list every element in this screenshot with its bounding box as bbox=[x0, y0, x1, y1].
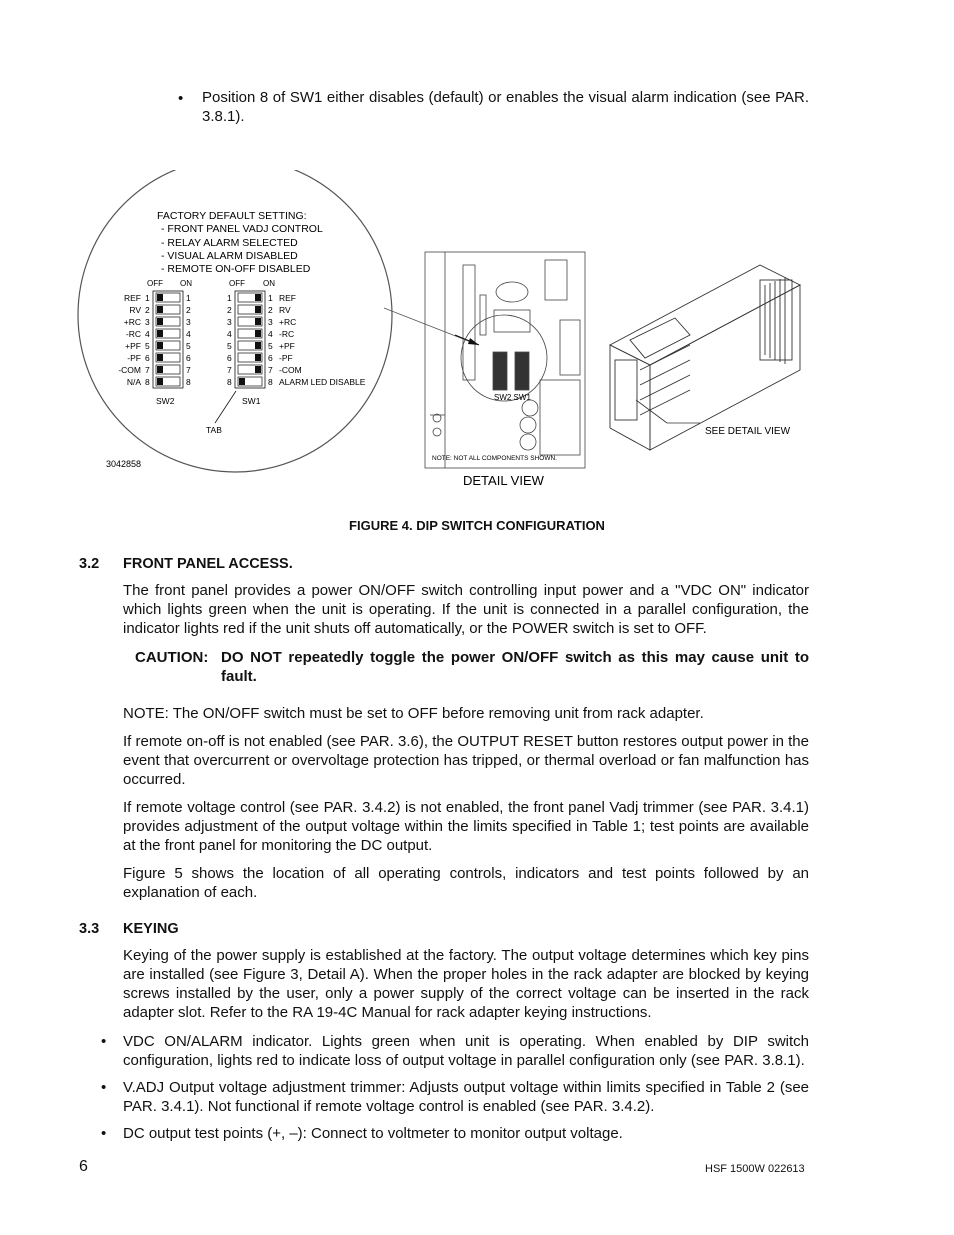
sw1-on-label: ON bbox=[263, 279, 275, 288]
sw2-pos-left-3: 3 bbox=[145, 317, 150, 327]
detail-view-label: DETAIL VIEW bbox=[463, 473, 544, 488]
sw2-switch-knob-1 bbox=[157, 294, 163, 301]
sw1-switch-knob-3 bbox=[255, 318, 261, 325]
sw1-pos-right-2: 2 bbox=[268, 305, 273, 315]
sw2-label-7: -COM bbox=[118, 365, 141, 375]
sw1-label-8: ALARM LED DISABLE bbox=[279, 377, 366, 387]
sw2-pos-right-3: 3 bbox=[186, 317, 191, 327]
sw2-pos-right-7: 7 bbox=[186, 365, 191, 375]
detail-panel-drawing bbox=[425, 252, 585, 468]
default-line-4: - REMOTE ON-OFF DISABLED bbox=[161, 263, 311, 275]
sw1-pos-left-8: 8 bbox=[227, 377, 232, 387]
sw1-off-label: OFF bbox=[229, 279, 245, 288]
default-line-2: - RELAY ALARM SELECTED bbox=[161, 237, 298, 249]
sw1-switch bbox=[227, 291, 366, 388]
sw1-label-4: -RC bbox=[279, 329, 295, 339]
sw1-pos-right-4: 4 bbox=[268, 329, 273, 339]
sw2-pos-left-8: 8 bbox=[145, 377, 150, 387]
sw2-switch-knob-8 bbox=[157, 378, 163, 385]
sw2-label-1: REF bbox=[124, 293, 141, 303]
sw1-pos-left-4: 4 bbox=[227, 329, 232, 339]
sw2-pos-right-8: 8 bbox=[186, 377, 191, 387]
sw2-pos-left-7: 7 bbox=[145, 365, 150, 375]
default-line-1: - FRONT PANEL VADJ CONTROL bbox=[161, 223, 323, 235]
sw1-name: SW1 bbox=[242, 396, 261, 406]
sw1-pos-left-7: 7 bbox=[227, 365, 232, 375]
tab-label: TAB bbox=[206, 425, 222, 435]
sw2-switch-knob-3 bbox=[157, 318, 163, 325]
section-32-p1: The front panel provides a power ON/OFF switch controlling input power and a "VDC ON" indicator which lights green when the unit is operating. If the unit is connected in a parallel configuration, the indicator lights red if the unit shuts off automatically, or the POWER switch is set to OFF. bbox=[123, 582, 809, 637]
keying-bullet-3: DC output test points (+, –): Connect to voltmeter to monitor output voltage. bbox=[123, 1125, 623, 1142]
sw2-pos-left-2: 2 bbox=[145, 305, 150, 315]
section-33-title: KEYING bbox=[123, 921, 179, 937]
sw2-switch-knob-5 bbox=[157, 342, 163, 349]
sw2-label-6: -PF bbox=[127, 353, 141, 363]
zoom-leader bbox=[384, 308, 476, 344]
sw2-switch-knob-6 bbox=[157, 354, 163, 361]
sw2-label-5: +PF bbox=[125, 341, 141, 351]
keying-bullet-1: VDC ON/ALARM indicator. Lights green when unit is operating. When enabled by DIP switch configuration, lights red to indicate loss of output voltage in parallel configuration only (see PAR. 3.8.1). bbox=[123, 1033, 809, 1069]
section-33-number: 3.3 bbox=[79, 921, 100, 937]
sw1-switch-knob-8 bbox=[239, 378, 245, 385]
caution-text: DO NOT repeatedly toggle the power ON/OFF switch as this may cause unit to fault. bbox=[221, 649, 809, 685]
sw1-label-5: +PF bbox=[279, 341, 295, 351]
sw1-label-7: -COM bbox=[279, 365, 302, 375]
sw2-pos-right-2: 2 bbox=[186, 305, 191, 315]
sw2-switch-knob-2 bbox=[157, 306, 163, 313]
section-33-p1: Keying of the power supply is established at the factory. The output voltage determines which key pins are installed (see Figure 3, Detail A). When the proper holes in the rack adapter are blocked by keying screws installed by the user, only a power supply of the correct voltage can be inserted in the rack adapter slot. Refer to the RA 19-4C Manual for rack adapter keying instructions. bbox=[123, 947, 809, 1021]
sw1-pos-right-8: 8 bbox=[268, 377, 273, 387]
page-number: 6 bbox=[79, 1158, 88, 1175]
caution-label: CAUTION: bbox=[135, 649, 209, 666]
sw1-pos-left-3: 3 bbox=[227, 317, 232, 327]
sw1-pos-left-6: 6 bbox=[227, 353, 232, 363]
keying-bullet-2: V.ADJ Output voltage adjustment trimmer: Adjusts output voltage within limits specified in Table 2 (see PAR. 3.4.1). Not functional if remote voltage control is enabled (see PAR. 3.4.2). bbox=[123, 1079, 809, 1115]
sw2-name: SW2 bbox=[156, 396, 175, 406]
sw1-label-6: -PF bbox=[279, 353, 293, 363]
bullet-marker: • bbox=[178, 90, 184, 107]
sw2-pos-right-6: 6 bbox=[186, 353, 191, 363]
sw2-label-8: N/A bbox=[126, 377, 141, 387]
sw2-pos-left-4: 4 bbox=[145, 329, 150, 339]
bullet-marker: • bbox=[101, 1125, 107, 1142]
sw2-pos-right-5: 5 bbox=[186, 341, 191, 351]
sw1-pos-right-5: 5 bbox=[268, 341, 273, 351]
sw1-switch-knob-1 bbox=[255, 294, 261, 301]
sw1-pos-right-3: 3 bbox=[268, 317, 273, 327]
sw1-label-3: +RC bbox=[279, 317, 297, 327]
top-bullet-text: Position 8 of SW1 either disables (default) or enables the visual alarm indication (see PAR. 3.8.1). bbox=[202, 89, 809, 125]
sw1-pos-left-1: 1 bbox=[227, 293, 232, 303]
sw1-pos-right-6: 6 bbox=[268, 353, 273, 363]
part-number: 3042858 bbox=[106, 459, 142, 469]
sw1-switch-knob-6 bbox=[255, 354, 261, 361]
doc-id: HSF 1500W 022613 bbox=[705, 1163, 805, 1175]
sw2-pos-right-1: 1 bbox=[186, 293, 191, 303]
sw2-switch bbox=[118, 291, 191, 388]
power-supply-unit-drawing bbox=[610, 265, 800, 450]
sw2-pos-left-6: 6 bbox=[145, 353, 150, 363]
tab-leader bbox=[215, 391, 236, 423]
defaults-title: FACTORY DEFAULT SETTING: bbox=[157, 210, 307, 222]
sw2-label-4: -RC bbox=[125, 329, 141, 339]
sw1-label-2: RV bbox=[279, 305, 291, 315]
section-32-p4: Figure 5 shows the location of all operating controls, indicators and test points followed by an explanation of each. bbox=[123, 865, 809, 901]
sw1-switch-knob-5 bbox=[255, 342, 261, 349]
sw2-label-3: +RC bbox=[123, 317, 141, 327]
bullet-marker: • bbox=[101, 1033, 107, 1050]
sw1-switch-knob-4 bbox=[255, 330, 261, 337]
sw1-switch-knob-2 bbox=[255, 306, 261, 313]
section-32-note: NOTE: The ON/OFF switch must be set to OFF before removing unit from rack adapter. bbox=[123, 705, 704, 722]
panel-note: NOTE: NOT ALL COMPONENTS SHOWN. bbox=[432, 455, 557, 462]
dip-switch-figure bbox=[0, 170, 954, 540]
sw1-pos-left-5: 5 bbox=[227, 341, 232, 351]
see-detail-view: SEE DETAIL VIEW bbox=[705, 426, 791, 437]
panel-sw-labels: SW2 SW1 bbox=[494, 393, 531, 402]
sw2-switch-knob-4 bbox=[157, 330, 163, 337]
default-line-3: - VISUAL ALARM DISABLED bbox=[161, 250, 298, 262]
sw1-pos-right-7: 7 bbox=[268, 365, 273, 375]
section-32-number: 3.2 bbox=[79, 556, 100, 572]
section-32-title: FRONT PANEL ACCESS. bbox=[123, 556, 293, 572]
figure-caption: FIGURE 4. DIP SWITCH CONFIGURATION bbox=[349, 518, 605, 533]
sw2-switch-knob-7 bbox=[157, 366, 163, 373]
sw2-on-label: ON bbox=[180, 279, 192, 288]
sw2-pos-left-5: 5 bbox=[145, 341, 150, 351]
sw2-pos-left-1: 1 bbox=[145, 293, 150, 303]
section-32-p2: If remote on-off is not enabled (see PAR. 3.6), the OUTPUT RESET button restores output power in the event that overcurrent or overvoltage protection has tripped, or thermal overload or fan malfunction has occurred. bbox=[123, 733, 809, 788]
sw1-label-1: REF bbox=[279, 293, 296, 303]
bullet-marker: • bbox=[101, 1079, 107, 1096]
sw1-pos-right-1: 1 bbox=[268, 293, 273, 303]
sw2-pos-right-4: 4 bbox=[186, 329, 191, 339]
sw1-pos-left-2: 2 bbox=[227, 305, 232, 315]
sw2-label-2: RV bbox=[129, 305, 141, 315]
section-32-p3: If remote voltage control (see PAR. 3.4.2) is not enabled, the front panel Vadj trimmer (see PAR. 3.4.1) provides adjustment of the output voltage within the limits specified in Table 1; test points are available at the front panel for monitoring the DC output. bbox=[123, 799, 809, 854]
sw1-switch-knob-7 bbox=[255, 366, 261, 373]
sw2-off-label: OFF bbox=[147, 279, 163, 288]
